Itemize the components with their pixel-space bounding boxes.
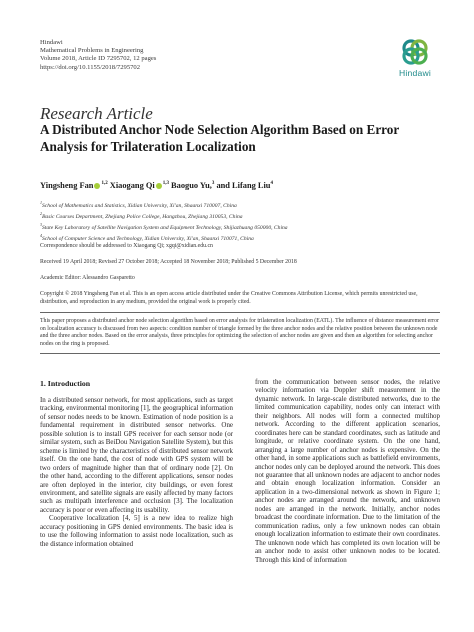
article-type: Research Article <box>40 104 153 123</box>
author-affiliation-sup: 4 <box>270 181 273 187</box>
journal-meta <box>40 39 156 72</box>
affiliation-item: $^3$State Key Laboratory of Satellite Navigation System and Equipment Technology, Shijiazhuang 050000, China <box>40 222 288 231</box>
orcid-icon[interactable] <box>94 183 100 189</box>
journal-name: Hindawi <box>40 39 63 46</box>
journal-title: Mathematical Problems in Engineering <box>40 47 144 55</box>
left-column <box>40 396 233 548</box>
affiliation-item: $^4$School of Computer Science and Technology, Xidian University, Xi'an, Shaanxi 710071, China <box>40 233 254 243</box>
academic-editor: Academic Editor: Alessandro Gasparetto <box>40 275 135 281</box>
body-paragraph: from the communication between sensor nodes, the relative velocity information via Doppler shift measurement in the dynamic network. In large-scale distributed networks, due to the limited communication capability, nodes only can interact with their neighbors. All nodes will form a connected multihop network. According to the different application scenarios, coordinates here can be standard coordinates, such as latitude and longitude, or relative coordinate system. On the one hand, arranging a large number of anchor nodes is expensive. On the other hand, in some applications such as battlefield environments, anchor nodes only can be deployed around the network. This does not guarantee that all unknown nodes are adjacent to anchor nodes and obtain enough localization information. Consider an application in a two-dimensional network as shown in Figure 1; anchor nodes are arranged around the network, and unknown nodes are arranged in the network. Initially, anchor nodes broadcast the coordinate information. Due to the limitation of the communication radius, only a few unknown nodes can obtain enough localization information to estimate their own coordinates. The unknown node which has completed its own location will be an anchor node to assist other unknown nodes to be located. Through this kind of information <box>255 378 440 564</box>
affiliation-item: $^1$School of Mathematics and Statistics, Xidian University, Xi'an, Shaanxi 710007, China <box>40 200 237 209</box>
paper-title: A Distributed Anchor Node Selection Algorithm Based on Error Analysis for Trilateration Localization <box>40 122 400 154</box>
right-column <box>255 378 440 564</box>
author-name[interactable]: Xiaogang Qi <box>109 181 155 190</box>
author-name[interactable]: Baoguo Yu, <box>171 181 212 190</box>
affiliation-item: $^2$Basic Courses Department, Zhejiang Police College, Hangzhou, Zhejiang 310053, China <box>40 211 243 220</box>
body-paragraph: Cooperative localization [4, 5] is a new idea to realize high accuracy positioning in GPS denied environments. The basic idea is to use the following information to assist node localization, such as the distance information obtained <box>40 514 233 548</box>
body-paragraph: In a distributed sensor network, for most applications, such as target tracking, environmental monitoring [1], the geographical information of sensor nodes needs to be known. Estimation of node position is a fundamental requirement in distributed sensor networks. One possible solution is to install GPS receiver for each sensor node (or similar system, such as BeiDou Navigation Satellite System), but this scheme is limited by the characteristics of distributed sensor network itself. On the one hand, the cost of node with GPS system will be two orders of magnitude higher than that of ordinary node [2]. On the other hand, according to the different applications, sensor nodes are often deployed in the interior, city buildings, or even forest environment, and satellite signals are easily affected by many factors such as multipath interference and occlusion [3]. The localization accuracy is poor or even affecting its usability. <box>40 396 233 514</box>
author-list <box>40 181 273 190</box>
copyright-notice: Copyright © 2018 Yingsheng Fan et al. This is an open access article distributed under the Creative Commons Attribution License, which permits unrestricted use, distribution, and reproduction in any medium, provided the original work is properly cited. <box>40 291 418 305</box>
author-affiliation-sup: 1,2 <box>101 181 108 187</box>
author-name[interactable]: Yingsheng Fan <box>40 181 94 190</box>
volume-line: Volume 2018, Article ID 7295702, 12 pages <box>40 55 157 63</box>
abstract: This paper proposes a distributed anchor node selection algorithm based on error analysis for trilateration localization (EATL). The influence of distance measurement error on localization accuracy is discussed from two aspects: condition number of triangle formed by the three anchor nodes and the relative position between the unknown node and the three anchor nodes. Based on the error analysis, three principles for optimizing the selection of anchor nodes are given and then an algorithm for selecting anchor nodes on the ring is proposed. <box>40 312 440 354</box>
affiliation-list <box>40 199 288 243</box>
hindawi-logo <box>391 37 439 78</box>
orcid-icon[interactable] <box>156 183 162 189</box>
doi-link[interactable]: https://doi.org/10.1155/2018/7295702 <box>40 63 141 71</box>
correspondence-line: Correspondence should be addressed to Xiaogang Qi; xgqi@xidian.edu.cn <box>40 243 213 249</box>
section-heading: 1. Introduction <box>40 379 91 388</box>
hindawi-logo-icon <box>400 37 430 67</box>
logo-text: Hindawi <box>399 68 431 78</box>
author-affiliation-sup: 1,3 <box>162 181 169 187</box>
dates-line: Received 19 April 2018; Revised 27 October 2018; Accepted 18 November 2018; Published 5 December 2018 <box>40 259 297 265</box>
author-name[interactable]: and Lifang Liu <box>216 181 271 190</box>
author-affiliation-sup: 3 <box>211 181 215 187</box>
